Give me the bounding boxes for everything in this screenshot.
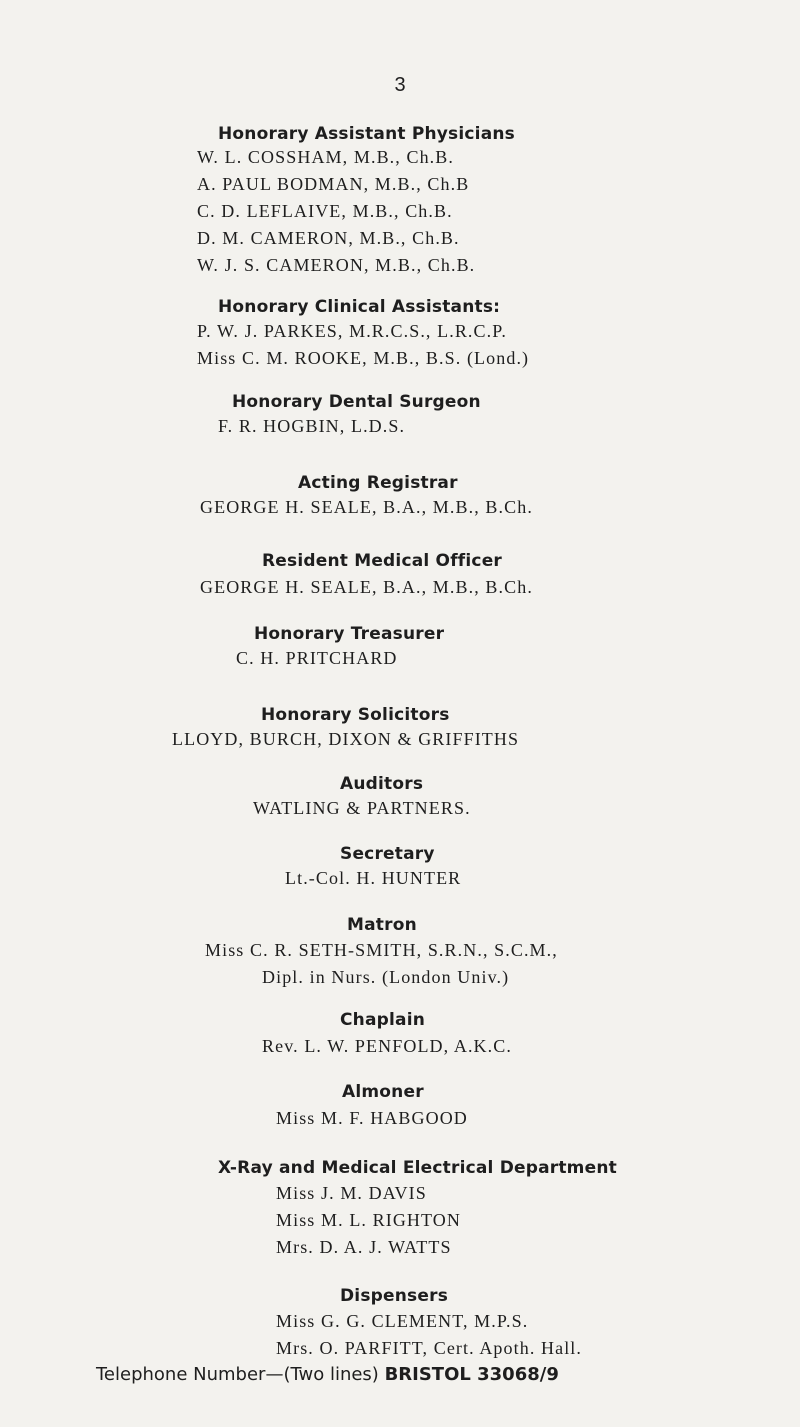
- section-heading-matron: Matron: [347, 915, 417, 935]
- entry-matron-2: Dipl. in Nurs. (London Univ.): [262, 967, 510, 987]
- entry-secretary: Lt.-Col. H. HUNTER: [285, 868, 462, 888]
- entry-assistant-physician-3: C. D. LEFLAIVE, M.B., Ch.B.: [197, 201, 453, 221]
- entry-xray-2: Miss M. L. RIGHTON: [276, 1210, 461, 1230]
- telephone-label: Telephone Number—(Two lines): [96, 1364, 379, 1385]
- entry-xray-3: Mrs. D. A. J. WATTS: [276, 1237, 452, 1257]
- entry-resident-medical-officer: GEORGE H. SEALE, B.A., M.B., B.Ch.: [200, 577, 533, 597]
- section-heading-chaplain: Chaplain: [340, 1010, 426, 1030]
- entry-solicitors: LLOYD, BURCH, DIXON & GRIFFITHS: [172, 729, 520, 749]
- telephone-number: BRISTOL 33068/9: [384, 1364, 559, 1385]
- page-number: 3: [394, 74, 406, 96]
- entry-auditors: WATLING & PARTNERS.: [253, 798, 471, 818]
- entry-assistant-physician-4: D. M. CAMERON, M.B., Ch.B.: [197, 228, 460, 248]
- entry-assistant-physician-2: A. PAUL BODMAN, M.B., Ch.B: [197, 174, 470, 194]
- entry-treasurer: C. H. PRITCHARD: [236, 648, 398, 668]
- section-heading-acting-registrar: Acting Registrar: [298, 473, 458, 493]
- section-heading-xray-department: X-Ray and Medical Electrical Department: [218, 1158, 617, 1178]
- entry-acting-registrar: GEORGE H. SEALE, B.A., M.B., B.Ch.: [200, 497, 533, 517]
- entry-dispenser-1: Miss G. G. CLEMENT, M.P.S.: [276, 1311, 529, 1331]
- section-heading-secretary: Secretary: [340, 844, 435, 864]
- section-heading-resident-medical-officer: Resident Medical Officer: [262, 551, 503, 571]
- entry-dental-surgeon: F. R. HOGBIN, L.D.S.: [218, 416, 406, 436]
- section-heading-dispensers: Dispensers: [340, 1286, 449, 1306]
- entry-dispenser-2: Mrs. O. PARFITT, Cert. Apoth. Hall.: [276, 1338, 583, 1358]
- entry-assistant-physician-5: W. J. S. CAMERON, M.B., Ch.B.: [197, 255, 476, 275]
- entry-almoner: Miss M. F. HABGOOD: [276, 1108, 468, 1128]
- section-heading-solicitors: Honorary Solicitors: [261, 705, 450, 725]
- entry-clinical-assistant-1: P. W. J. PARKES, M.R.C.S., L.R.C.P.: [197, 321, 507, 341]
- entry-clinical-assistant-2: Miss C. M. ROOKE, M.B., B.S. (Lond.): [197, 348, 530, 368]
- telephone-line: [96, 1364, 559, 1385]
- section-heading-almoner: Almoner: [342, 1082, 424, 1102]
- entry-matron-1: Miss C. R. SETH-SMITH, S.R.N., S.C.M.,: [205, 940, 558, 960]
- entry-assistant-physician-1: W. L. COSSHAM, M.B., Ch.B.: [197, 147, 454, 167]
- section-heading-dental-surgeon: Honorary Dental Surgeon: [232, 392, 481, 412]
- section-heading-assistant-physicians: Honorary Assistant Physicians: [218, 124, 515, 144]
- entry-chaplain: Rev. L. W. PENFOLD, A.K.C.: [262, 1036, 512, 1056]
- section-heading-clinical-assistants: Honorary Clinical Assistants:: [218, 297, 501, 317]
- entry-xray-1: Miss J. M. DAVIS: [276, 1183, 427, 1203]
- section-heading-treasurer: Honorary Treasurer: [254, 624, 445, 644]
- section-heading-auditors: Auditors: [340, 774, 424, 794]
